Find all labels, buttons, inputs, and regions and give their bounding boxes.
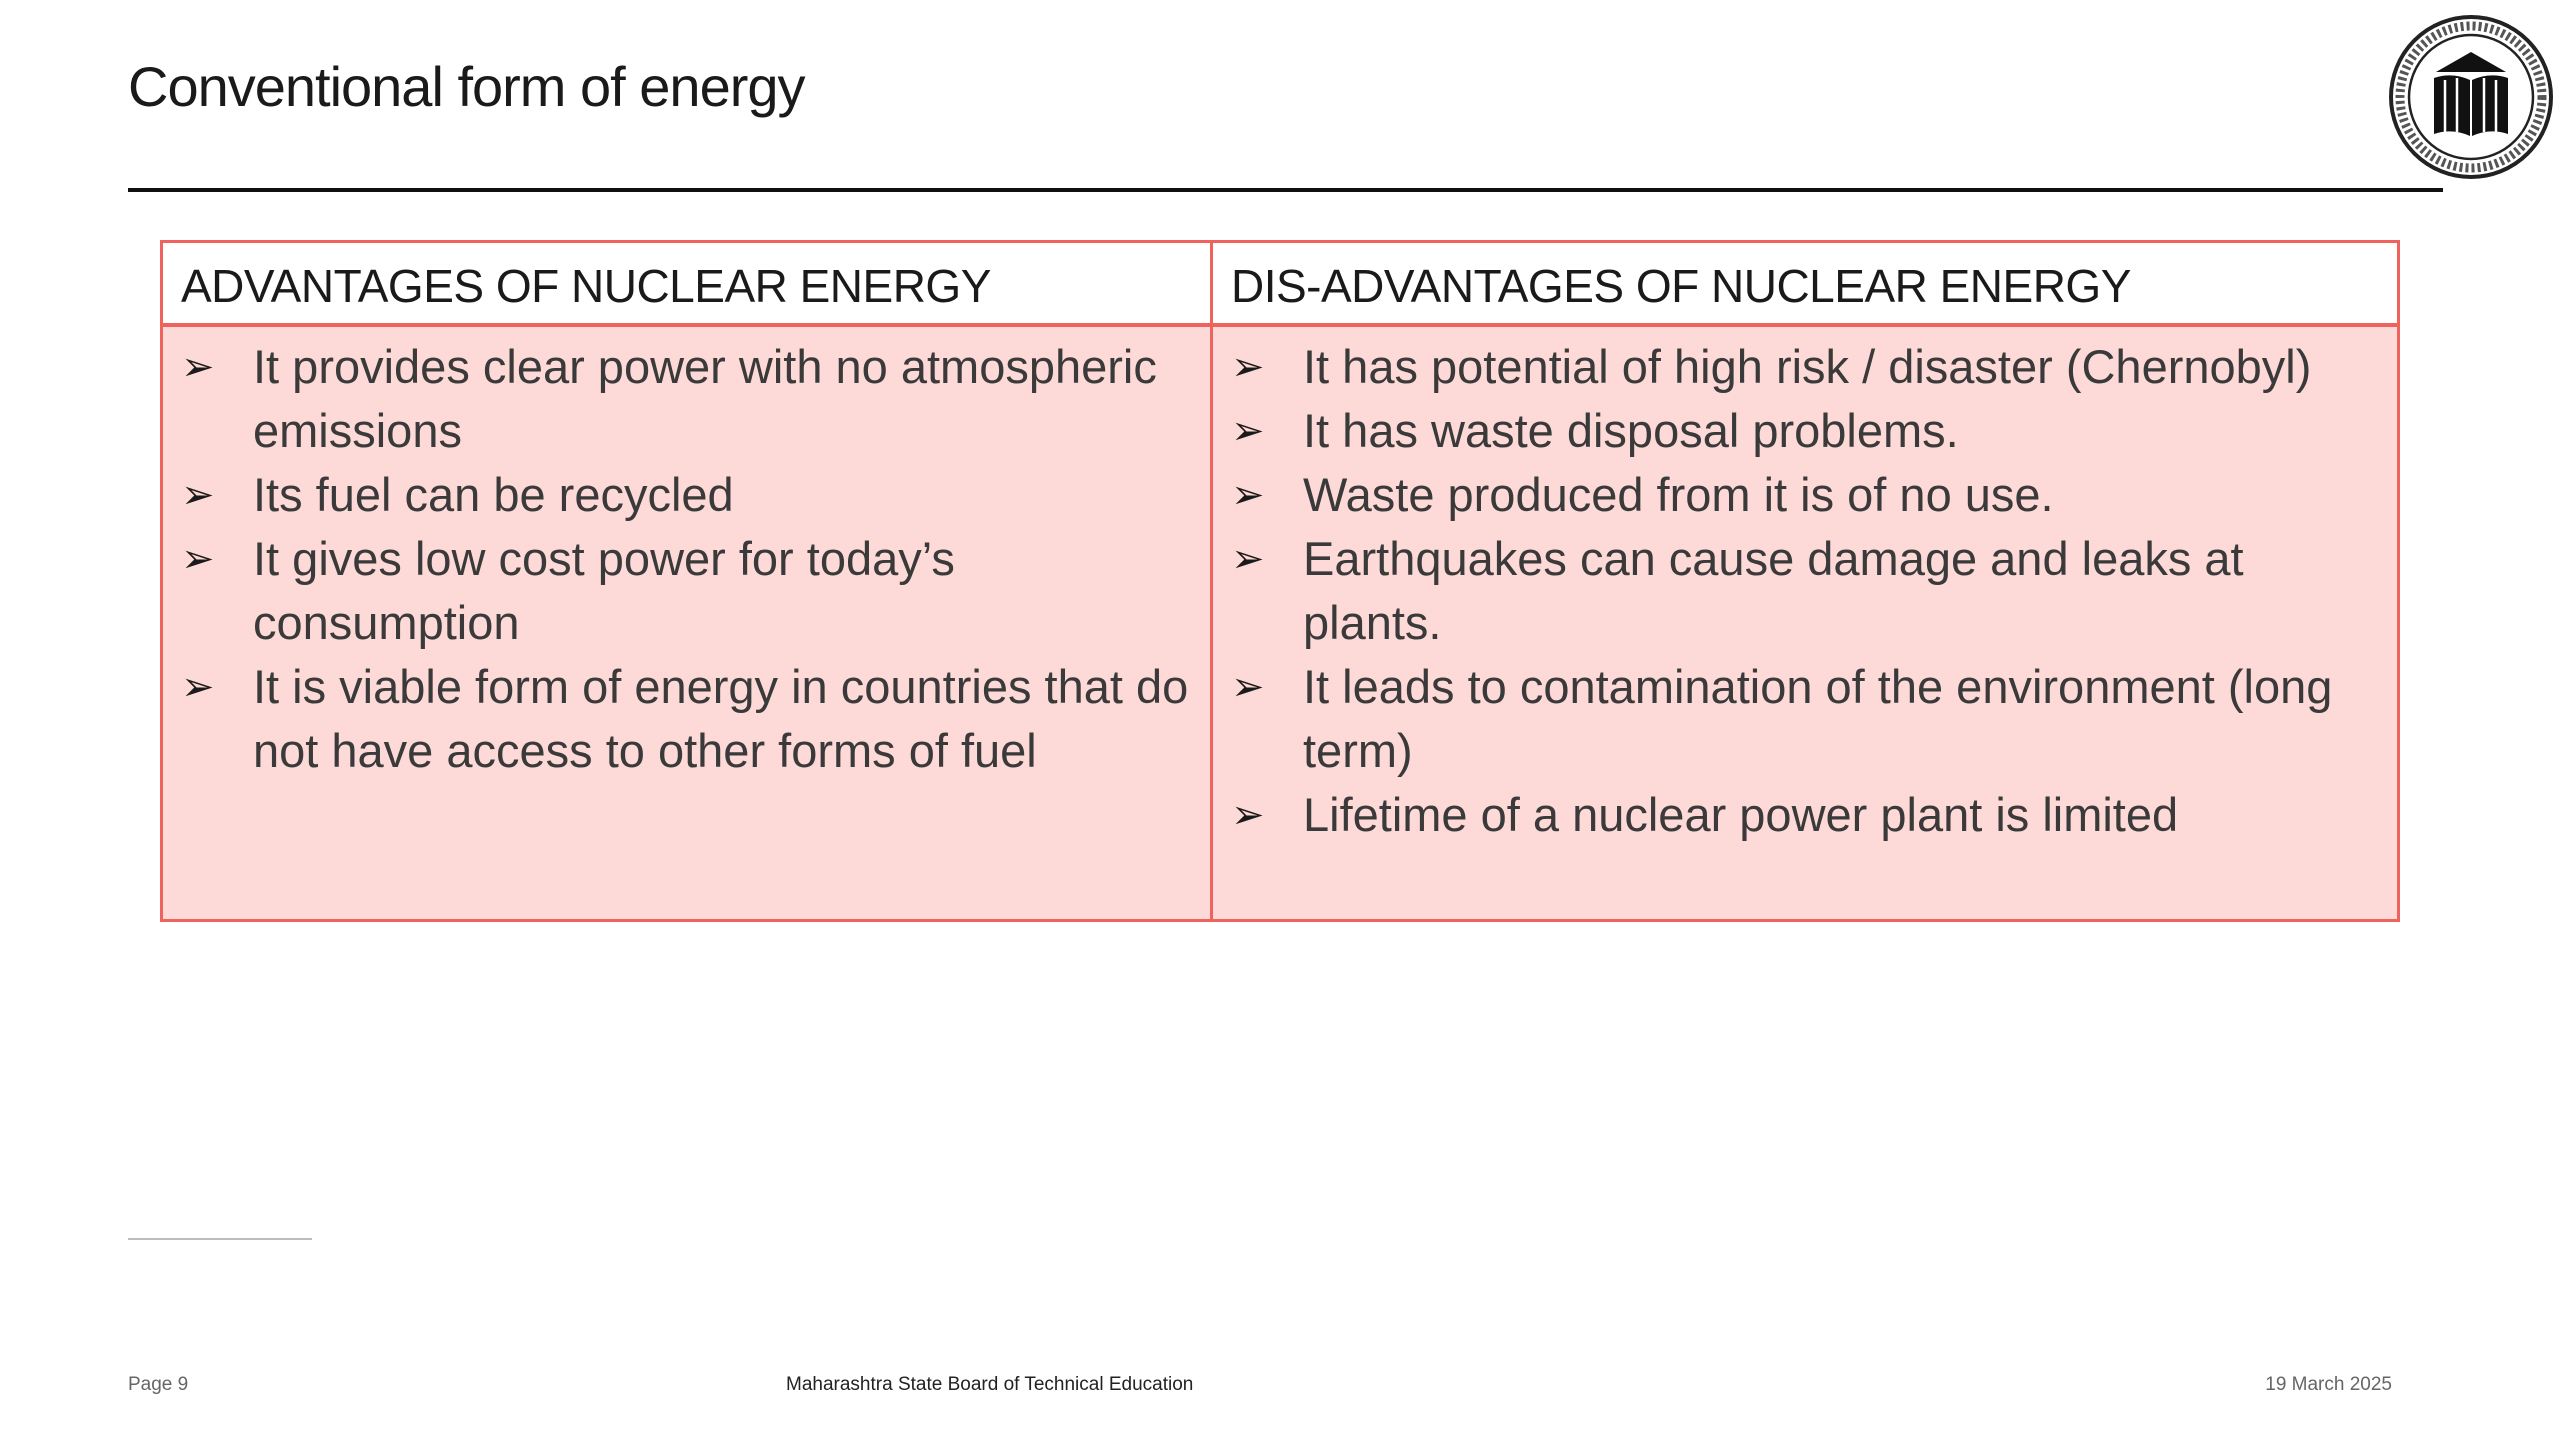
disadvantage-text: It has waste disposal problems. bbox=[1303, 404, 1959, 457]
list-item bbox=[1231, 527, 2397, 655]
page-number: Page 9 bbox=[128, 1374, 189, 1395]
list-item bbox=[1231, 335, 2397, 399]
list-item bbox=[1231, 655, 2397, 783]
list-item bbox=[1231, 399, 2397, 463]
book-seal-icon bbox=[2388, 14, 2554, 180]
list-item bbox=[1231, 783, 2397, 847]
msbte-logo bbox=[2388, 14, 2554, 180]
title-divider bbox=[128, 188, 2443, 192]
advantage-text: It provides clear power with no atmospheric emissions bbox=[253, 340, 1157, 457]
advantages-cell bbox=[163, 327, 1213, 919]
disadvantage-text: It leads to contamination of the environment (long term) bbox=[1303, 660, 2333, 777]
disadvantage-text: Earthquakes can cause damage and leaks at plants. bbox=[1303, 532, 2244, 649]
disadvantages-cell bbox=[1213, 327, 2397, 919]
advantages-heading: ADVANTAGES OF NUCLEAR ENERGY bbox=[163, 243, 1213, 327]
footer-date: 19 March 2025 bbox=[2265, 1374, 2392, 1395]
advantage-text: Its fuel can be recycled bbox=[253, 468, 734, 521]
arrow-bullet-icon: ➢ bbox=[181, 473, 215, 517]
arrow-bullet-icon: ➢ bbox=[1231, 665, 1265, 709]
disadvantage-text: Waste produced from it is of no use. bbox=[1303, 468, 2054, 521]
disadvantages-heading: DIS-ADVANTAGES OF NUCLEAR ENERGY bbox=[1213, 243, 2397, 327]
footer-organization: Maharashtra State Board of Technical Education bbox=[786, 1374, 1194, 1395]
slide-title: Conventional form of energy bbox=[128, 55, 805, 118]
arrow-bullet-icon: ➢ bbox=[181, 345, 215, 389]
arrow-bullet-icon: ➢ bbox=[1231, 473, 1265, 517]
list-item bbox=[1231, 463, 2397, 527]
arrow-bullet-icon: ➢ bbox=[1231, 345, 1265, 389]
arrow-bullet-icon: ➢ bbox=[181, 537, 215, 581]
advantage-text: It is viable form of energy in countries that do not have access to other forms of fuel bbox=[253, 660, 1189, 777]
list-item bbox=[181, 335, 1210, 463]
arrow-bullet-icon: ➢ bbox=[1231, 409, 1265, 453]
footnote-divider bbox=[128, 1238, 312, 1240]
list-item bbox=[181, 463, 1210, 527]
arrow-bullet-icon: ➢ bbox=[1231, 537, 1265, 581]
list-item bbox=[181, 655, 1210, 783]
arrow-bullet-icon: ➢ bbox=[1231, 793, 1265, 837]
disadvantage-text: Lifetime of a nuclear power plant is limited bbox=[1303, 788, 2179, 841]
list-item bbox=[181, 527, 1210, 655]
nuclear-energy-table bbox=[160, 240, 2400, 922]
advantages-list bbox=[181, 335, 1210, 783]
advantage-text: It gives low cost power for today’s consumption bbox=[253, 532, 955, 649]
disadvantages-list bbox=[1231, 335, 2397, 847]
arrow-bullet-icon: ➢ bbox=[181, 665, 215, 709]
disadvantage-text: It has potential of high risk / disaster (Chernobyl) bbox=[1303, 340, 2312, 393]
